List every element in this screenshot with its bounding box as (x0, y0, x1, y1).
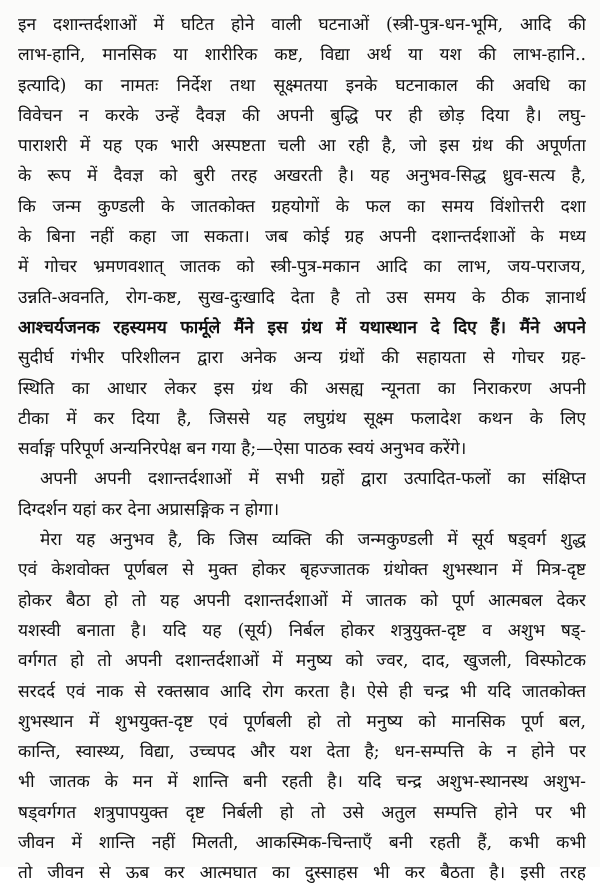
text-line: इत्यादि) का नामतः निर्देश तथा सूक्ष्मतया इनके घटनाकाल की अवधि का (18, 75, 586, 96)
paragraph-2 (18, 464, 586, 525)
text-line: पाराशरी में यह एक भारी अस्पष्टता चली आ रही है, जो इस ग्रंथ की अपूर्णता (18, 136, 586, 157)
text-line: लाभ-हानि, मानसिक या शारीरिक कष्ट, विद्या अर्थ या यश की लाभ-हानि.. (18, 45, 586, 66)
text-line: के रूप में दैवज्ञ को बुरी तरह अखरती है। यह अनुभव-सिद्ध ध्रुव-सत्य है, (18, 166, 586, 187)
text-line: षड्वर्गगत शत्रुपापयुक्त दृष्ट निर्बली हो तो उसे अतुल सम्पत्ति होने पर भी (18, 802, 586, 823)
text-line: टीका में कर दिया है, जिससे यह लघुग्रंथ सूक्ष्म फलादेश कथन के लिए (18, 408, 586, 429)
text-line: कि जन्म कुण्डली के जातकोक्त ग्रहयोगों के फल का समय विंशोत्तरी दशा (18, 196, 586, 217)
text-line: सर्वाङ्ग परिपूर्ण अन्यनिरपेक्ष बन गया है;—ऐसा पाठक स्वयं अनुभव करेंगे। (18, 439, 467, 460)
text-line: एवं केशवोक्त पूर्णबल से मुक्त होकर बृहज्जातक ग्रंथोक्त शुभस्थान में मित्र-दृष्ट (18, 560, 586, 581)
text-line: जीवन में शान्ति नहीं मिलती, आकस्मिक-चिन्ताएँ बनी रहती हैं, कभी कभी (18, 833, 586, 854)
text-line: अपनी अपनी दशान्तर्दशाओं में सभी ग्रहों द्वारा उत्पादित-फलों का संक्षिप्त (40, 469, 586, 490)
text-line: वर्गगत हो तो अपनी दशान्तर्दशाओं में मनुष्य को ज्वर, दाद, खुजली, विस्फोटक (18, 651, 586, 672)
text-line: भी जातक के मन में शान्ति बनी रहती है। यदि चन्द्र अशुभ-स्थानस्थ अशुभ- (18, 772, 586, 793)
paragraph-3 (18, 525, 586, 889)
text-line: विवेचन न करके उन्हें दैवज्ञ की अपनी बुद्धि पर ही छोड़ दिया है। लघु- (18, 105, 586, 126)
text-line: आश्चर्यजनक रहस्यमय फार्मूले मैंने इस ग्रंथ में यथास्थान दे दिए हैं। मैंने अपने (18, 317, 586, 338)
text-line: यशस्वी बनाता है। यदि यह (सूर्य) निर्बल होकर शत्रुयुक्त-दृष्ट व अशुभ षड्- (18, 620, 586, 641)
text-line: सरदर्द एवं नाक से रक्तस्राव आदि रोग करता है। ऐसे ही चन्द्र भी यदि जातकोक्त (18, 681, 586, 702)
text-line: इन दशान्तर्दशाओं में घटित होने वाली घटनाओं (स्त्री-पुत्र-धन-भूमि, आदि की (18, 15, 586, 35)
text-line: तो जीवन से ऊब कर आत्मघात का दुस्साहस भी कर बैठता है। इसी तरह (18, 863, 586, 884)
text-line: कान्ति, स्वास्थ्य, विद्या, उच्चपद और यश देता है; धन-सम्पत्ति के न होने पर (18, 742, 586, 763)
text-line: में गोचर भ्रमणवशात् जातक को स्त्री-पुत्र-मकान आदि का लाभ, जय-पराजय, (18, 257, 586, 278)
text-line: दिग्दर्शन यहां कर देना अप्रासङ्गिक न होगा। (18, 499, 280, 520)
text-line: के बिना नहीं कहा जा सकता। जब कोई ग्रह अपनी दशान्तर्दशाओं के मध्य (18, 227, 586, 248)
text-line: मेरा यह अनुभव है, कि जिस व्यक्ति की जन्मकुण्डली में सूर्य षड्वर्ग शुद्ध (40, 530, 586, 551)
text-line: सुदीर्घ गंभीर परिशीलन द्वारा अनेक अन्य ग्रंथों की सहायता से गोचर ग्रह- (18, 348, 586, 369)
text-line: उन्नति-अवनति, रोग-कष्ट, सुख-दुःखादि देता है तो उस समय के ठीक ज्ञानार्थ (18, 287, 586, 308)
text-line: स्थिति का आधार लेकर इस ग्रंथ की असह्य न्यूनता का निराकरण अपनी (18, 378, 586, 399)
text-line: होकर बैठा हो तो यह अपनी दशान्तर्दशाओं में जातक को पूर्ण आत्मबल देकर (18, 590, 586, 611)
paragraph-1 (18, 10, 586, 464)
text-line: शुभस्थान में शुभयुक्त-दृष्ट एवं पूर्णबली हो तो मनुष्य को मानसिक पूर्ण बल, (18, 711, 586, 732)
